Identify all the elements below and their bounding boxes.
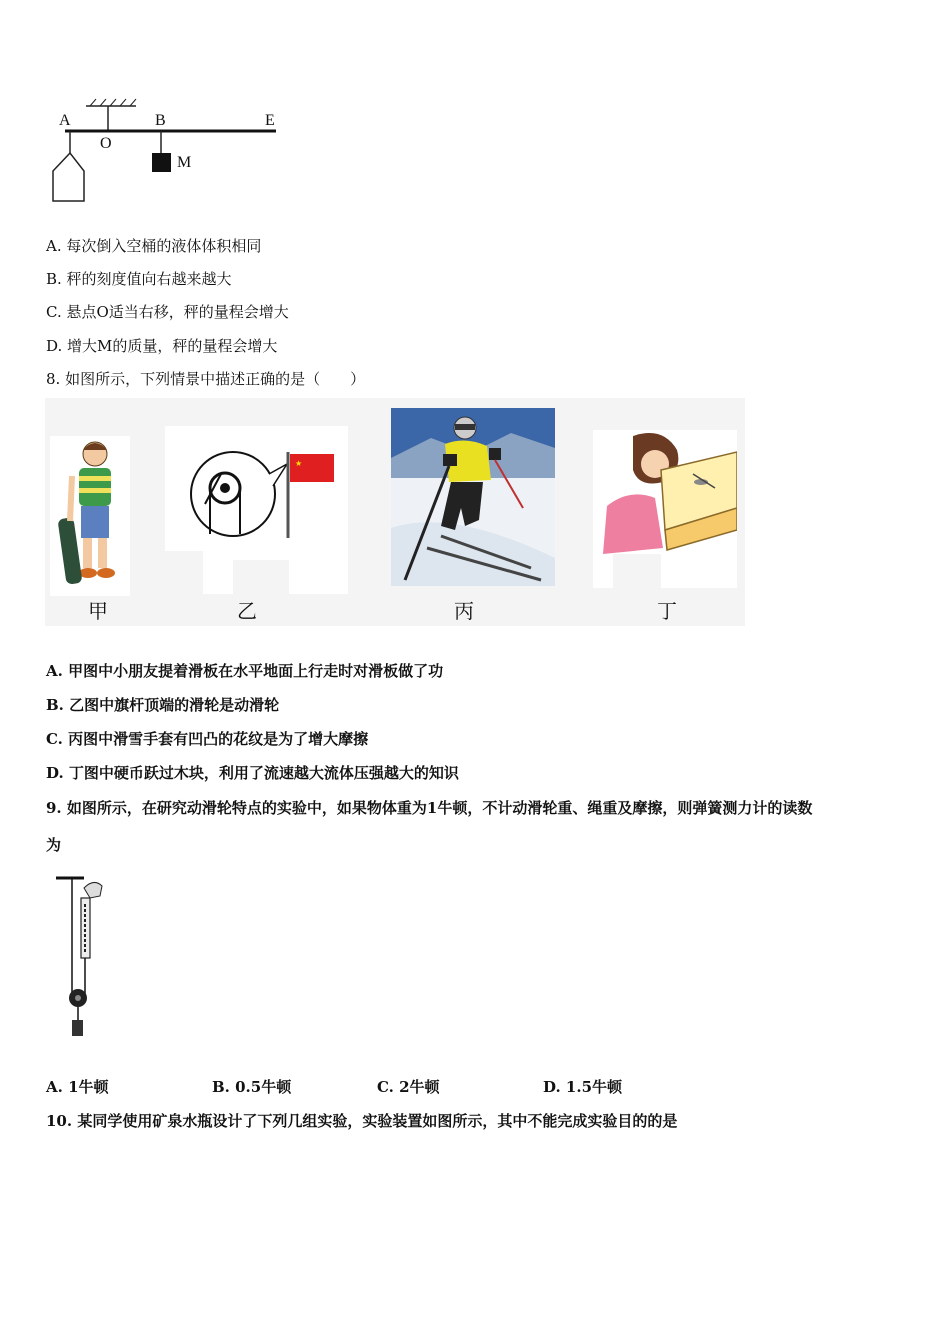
lever-label-b: B [155, 112, 166, 129]
q8-figure [45, 398, 745, 626]
lever-label-m: M [177, 154, 192, 171]
q7-option-a: A. 每次倒入空桶的液体体积相同 [46, 237, 262, 255]
lever-figure [40, 95, 290, 210]
q9-choice-b: B. 0.5牛顿 [212, 1078, 292, 1096]
panel-label-bing: 丙 [454, 599, 474, 623]
pulley-figure [50, 874, 112, 1044]
q7-option-d: D. 增大M的质量，秤的量程会增大 [46, 337, 278, 355]
q8-option-d: D. 丁图中硬币跃过木块，利用了流速越大流体压强越大的知识 [46, 764, 459, 782]
svg-text:★: ★ [295, 459, 303, 468]
lever-label-e: E [265, 112, 275, 129]
q9-stem-line1: 9. 如图所示，在研究动滑轮特点的实验中，如果物体重为1牛顿，不计动滑轮重、绳重及摩擦，则弹簧测力计的读数 [46, 799, 813, 817]
panel-yi-image [165, 426, 348, 594]
q10-stem: 10. 某同学使用矿泉水瓶设计了下列几组实验，实验装置如图所示，其中不能完成实验目的的是 [46, 1112, 678, 1130]
panel-label-ding: 丁 [657, 599, 677, 623]
q8-option-a: A. 甲图中小朋友提着滑板在水平地面上行走时对滑板做了功 [46, 662, 444, 680]
lever-label-a: A [59, 112, 71, 129]
q8-option-b: B. 乙图中旗杆顶端的滑轮是动滑轮 [46, 696, 280, 714]
q7-option-c: C. 悬点O适当右移，秤的量程会增大 [46, 303, 289, 321]
q9-choice-c: C. 2牛顿 [377, 1078, 440, 1096]
panel-label-yi: 乙 [237, 599, 257, 623]
q9-stem-line2: 为 [46, 836, 62, 854]
panel-label-jia: 甲 [88, 599, 108, 623]
q8-stem: 8. 如图所示，下列情景中描述正确的是（ ） [46, 370, 366, 388]
q9-choice-a: A. 1牛顿 [46, 1078, 109, 1096]
q8-option-c: C. 丙图中滑雪手套有凹凸的花纹是为了增大摩擦 [46, 730, 369, 748]
panel-bing-image [391, 408, 555, 586]
q7-option-b: B. 秤的刻度值向右越来越大 [46, 270, 232, 288]
lever-label-o: O [100, 135, 112, 152]
q9-choice-d: D. 1.5牛顿 [543, 1078, 623, 1096]
panel-ding-image [593, 430, 737, 588]
panel-jia-image [50, 436, 130, 596]
